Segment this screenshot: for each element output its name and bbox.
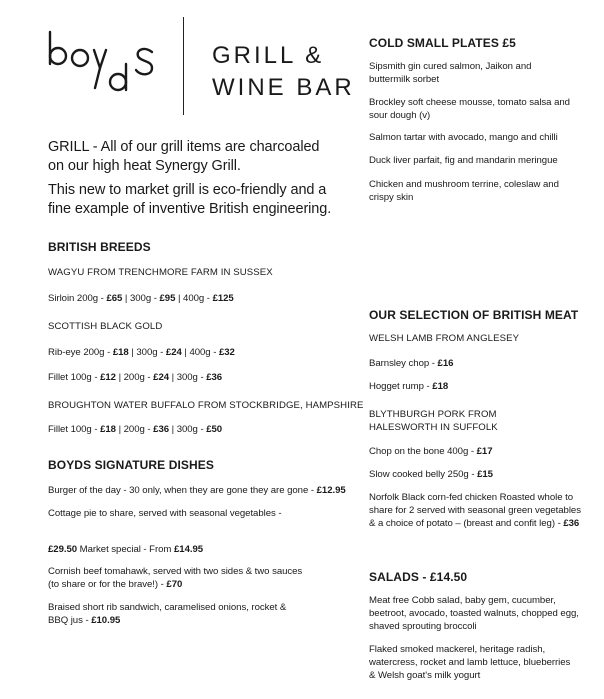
british-breeds-heading: BRITISH BREEDS xyxy=(48,240,151,254)
intro-grill: GRILL - All of our grill items are charcoaled on our high heat Synergy Grill. xyxy=(48,139,320,174)
pork-belly: Slow cooked belly 250g - £15 xyxy=(369,469,493,480)
pork-source: BLYTHBURGH PORK FROM HALESWORTH IN SUFFOLK xyxy=(369,409,498,433)
market-special: £29.50 Market special - From £14.95 xyxy=(48,544,204,555)
header-divider xyxy=(183,17,184,115)
scottish-ribeye: Rib-eye 200g - £18 | 300g - £24 | 400g - £32 xyxy=(48,347,235,358)
boyds-logo xyxy=(44,28,164,100)
signature-heading: BOYDS SIGNATURE DISHES xyxy=(48,458,214,472)
hogget-rump: Hogget rump - £18 xyxy=(369,381,449,392)
cold-item: Duck liver parfait, fig and mandarin meringue xyxy=(369,155,558,166)
barnsley-chop: Barnsley chop - £16 xyxy=(369,358,454,369)
cottage-pie: Cottage pie to share, served with seasonal vegetables - xyxy=(48,508,282,519)
burger-of-the-day: Burger of the day - 30 only, when they are gone they are gone - £12.95 xyxy=(48,485,346,496)
scottish-fillet: Fillet 100g - £12 | 200g - £24 | 300g - £36 xyxy=(48,372,223,383)
lamb-source: WELSH LAMB FROM ANGLESEY xyxy=(369,333,520,344)
corn-fed-chicken: Norfolk Black corn-fed chicken Roasted whole to share for 2 served with seasonal green vegetables & a choice of potato – (breast and confit leg) - £36 xyxy=(369,492,581,529)
buffalo-source: BROUGHTON WATER BUFFALO FROM STOCKBRIDGE, HAMPSHIRE xyxy=(48,400,364,411)
wagyu-source: WAGYU FROM TRENCHMORE FARM IN SUSSEX xyxy=(48,267,273,278)
buffalo-fillet: Fillet 100g - £18 | 200g - £36 | 300g - £50 xyxy=(48,424,223,435)
cold-plates-heading: COLD SMALL PLATES £5 xyxy=(369,36,516,50)
subtitle-grill: GRILL & xyxy=(212,42,325,69)
cold-item: Sipsmith gin cured salmon, Jaikon and buttermilk sorbet xyxy=(369,61,532,85)
salad-item: Flaked smoked mackerel, heritage radish, watercress, rocket and lamb lettuce, blueberries & Welsh goat's milk yogurt xyxy=(369,644,571,681)
salad-item: Meat free Cobb salad, baby gem, cucumber, beetroot, avocado, toasted walnuts, chopped egg, shaved sprouting broccoli xyxy=(369,595,579,632)
salads-heading: SALADS - £14.50 xyxy=(369,570,468,584)
british-meat-heading: OUR SELECTION OF BRITISH MEAT xyxy=(369,308,579,322)
cold-item: Chicken and mushroom terrine, coleslaw and crispy skin xyxy=(369,179,559,203)
wagyu-sirloin: Sirloin 200g - £65 | 300g - £95 | 400g - £125 xyxy=(48,293,234,304)
pork-chop: Chop on the bone 400g - £17 xyxy=(369,446,493,457)
cold-item: Brockley soft cheese mousse, tomato salsa and sour dough (v) xyxy=(369,97,570,121)
short-rib-sandwich: Braised short rib sandwich, caramelised onions, rocket & BBQ jus - £10.95 xyxy=(48,602,287,626)
cold-item: Salmon tartar with avocado, mango and chilli xyxy=(369,132,558,143)
scottish-source: SCOTTISH BLACK GOLD xyxy=(48,321,163,332)
intro-engineering: This new to market grill is eco-friendly and a fine example of inventive British engineering. xyxy=(48,182,332,217)
beef-tomahawk: Cornish beef tomahawk, served with two sides & two sauces (to share or for the brave!) - £70 xyxy=(48,566,303,590)
subtitle-wine-bar: WINE BAR xyxy=(212,74,355,101)
